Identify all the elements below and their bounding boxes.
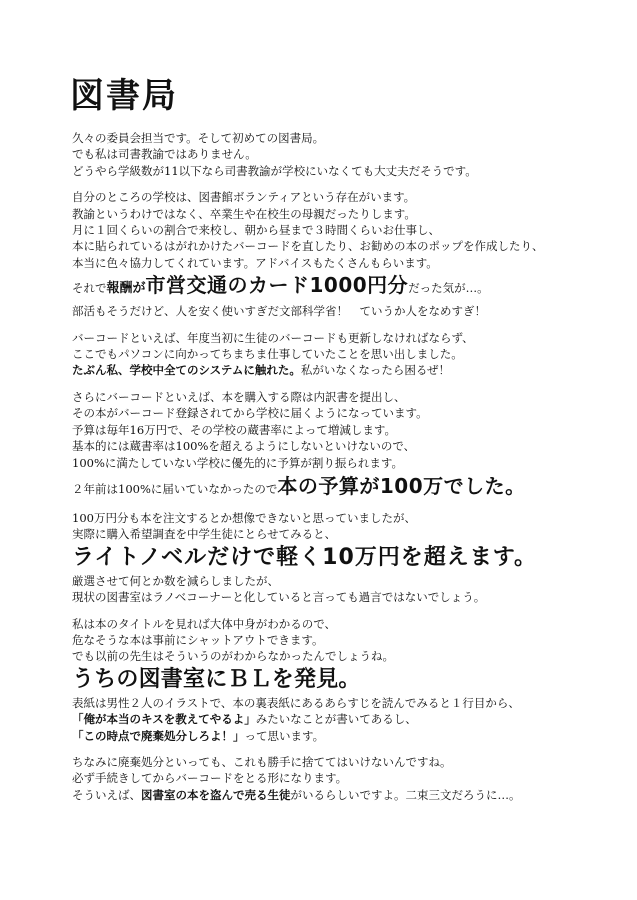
- budget-highlight: 本の予算が100万でした。: [277, 473, 526, 498]
- paragraph-order: [72, 510, 632, 543]
- text-line: 本当に色々協力してくれています。アドバイスもたくさんもらいます。: [72, 255, 438, 270]
- paragraph-intro: [72, 130, 632, 179]
- text-line: [72, 728, 632, 744]
- text-line: 現状の図書室はラノベコーナーと化していると言っても過言ではないでしょう。: [72, 590, 486, 605]
- paragraph-complaint: [72, 303, 632, 319]
- text-line: 基本的には蔵書率は100%を超えるようにしないといけないので、: [72, 439, 416, 454]
- text-line: 危なそうな本は事前にシャットアウトできます。: [72, 632, 324, 647]
- text-line: その本がバーコード登録されてから学校に届くようになっています。: [72, 406, 428, 421]
- text-line: 部活もそうだけど、人を安く使いすぎだ文部科学省！ ていうか人をなめすぎ！: [72, 304, 486, 319]
- budget-line: [72, 471, 632, 504]
- quote-phrase: 「俺が本当のキスを教えてやるよ」: [72, 712, 256, 727]
- reward-pre: それで: [72, 281, 107, 296]
- text-line: ちなみに廃棄処分といっても、これも勝手に捨ててはいけないんですね。: [72, 754, 452, 769]
- reward-emphasis: 報酬が: [106, 281, 146, 297]
- text-line: でも以前の先生はそういうのがわからなかったんでしょうね。: [72, 649, 394, 664]
- text-line: 100%に満たしていない学校に優先的に予算が割り振られます。: [72, 455, 403, 470]
- page-title: 図書局: [70, 76, 178, 116]
- reward-post: だった気が…。: [408, 281, 489, 296]
- text-line: ここでもパソコンに向かってちまちま仕事していたことを思い出しました。: [72, 347, 463, 362]
- text-span: 私がいなくなったら困るぜ！: [300, 363, 451, 378]
- bold-phrase: たぶん私、学校中全てのシステムに触れた。: [72, 363, 301, 378]
- text-line: 予算は毎年16万円で、その学校の蔵書率によって増減します。: [72, 422, 396, 437]
- text-span: そういえば、: [72, 787, 141, 802]
- text-line: [72, 787, 632, 803]
- text-span: って思います。: [244, 728, 325, 743]
- budget-pre: ２年前は100%に届いていなかったので: [72, 481, 278, 496]
- text-span: みたいなことが書いてあるし、: [255, 712, 417, 727]
- text-line: 月に１回くらいの割合で来校し、朝から昼まで３時間くらいお仕事し、: [72, 223, 440, 238]
- text-line: [72, 362, 632, 378]
- paragraph-selection: [72, 573, 632, 606]
- text-line: でも私は司書教諭ではありません。: [72, 147, 257, 162]
- text-line: バーコードといえば、年度当初に生徒のバーコードも更新しなければならず、: [72, 330, 474, 345]
- text-line: どうやら学級数が11以下なら司書教諭が学校にいなくても大丈夫だそうです。: [72, 163, 477, 178]
- quote-phrase: 「この時点で廃棄処分しろよ！」: [72, 728, 245, 743]
- text-line: [72, 711, 632, 727]
- headline-light-novel: ライトノベルだけで軽く10万円を超えます。: [72, 544, 537, 570]
- paragraph-volunteers: [72, 189, 632, 271]
- text-line: 表紙は男性２人のイラストで、本の裏表紙にあるあらすじを読んでみると１行目から、: [72, 695, 520, 710]
- text-line: 教諭というわけではなく、卒業生や在校生の母親だったりします。: [72, 206, 416, 221]
- text-line: さらにバーコードといえば、本を購入する際は内訳書を提出し、: [72, 389, 406, 404]
- headline-bl: うちの図書室にＢＬを発見。: [72, 666, 361, 692]
- paragraph-budget: [72, 389, 632, 471]
- document-body: [72, 130, 632, 813]
- text-line: 実際に購入希望調査を中学生徒にとらせてみると、: [72, 527, 337, 542]
- paragraph-disposal: [72, 754, 632, 803]
- reward-highlight: 市営交通のカード1000円分: [145, 273, 409, 298]
- text-line: 100万円分も本を注文するとか想像できないと思っていましたが、: [72, 510, 416, 525]
- text-line: 久々の委員会担当です。そして初めての図書局。: [72, 131, 325, 145]
- bold-phrase: 図書室の本を盗んで売る生徒: [141, 787, 291, 802]
- text-line: 厳選させて何とか数を減らしましたが、: [72, 573, 279, 588]
- paragraph-titles: [72, 616, 632, 665]
- text-line: 必ず手続きしてからバーコードをとる形になります。: [72, 771, 348, 786]
- text-line: 私は本のタイトルを見れば大体中身がわかるので、: [72, 616, 337, 631]
- text-line: 本に貼られているはがれかけたバーコードを直したり、お勧めの本のポップを作成したり、: [72, 239, 544, 254]
- paragraph-cover: [72, 695, 632, 744]
- text-span: がいるらしいですよ。二束三文だろうに…。: [290, 787, 521, 802]
- text-line: 自分のところの学校は、図書館ボランティアという存在がいます。: [72, 190, 416, 205]
- paragraph-barcode: [72, 330, 632, 379]
- reward-line: [72, 271, 632, 303]
